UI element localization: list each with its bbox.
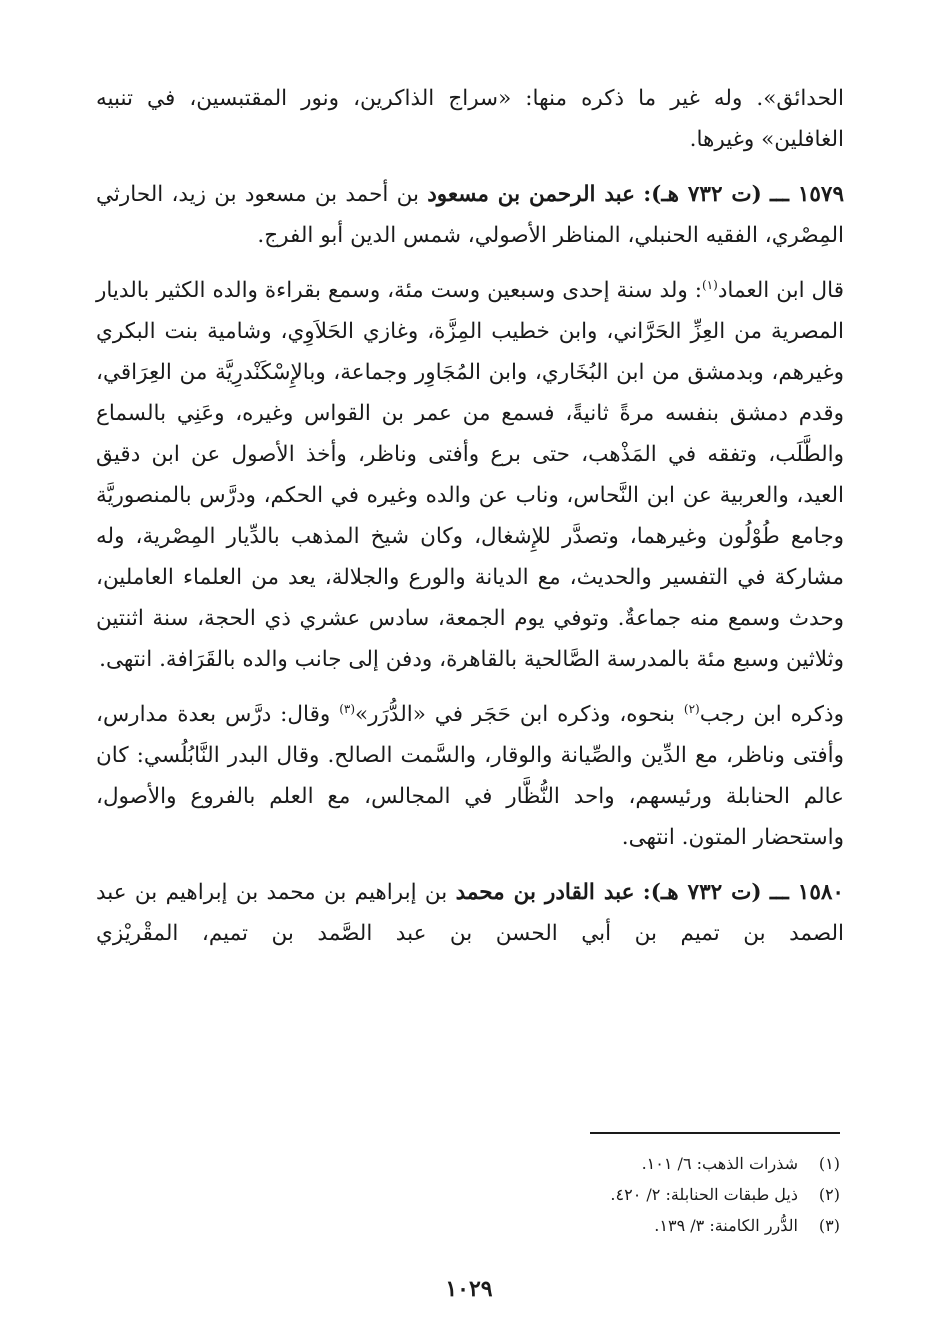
paragraph-text: وذكره ابن رجب <box>699 702 844 727</box>
entry-number: ١٥٨٠ ـــ <box>769 880 844 905</box>
paragraph-text: : ولد سنة إحدى وسبعين وست مئة، وسمع بقراءة والده الكثير بالديار المصرية من العِزِّ الحَرَّاني، وابن خطيب المِزَّة، وغازي الحَلاَوِي، وشامية بنت البكري وغيرهم، وبدمشق من ابن البُخَاري، وابن المُجَاوِر وجماعة، وبالإِسْكَنْدرِيَّة من العِرَاقي، وقدم دمشق بنفسه مرةً ثانيةً، فسمع من عمر بن القواس وغيره، وعَنِي بالسماع والطَّلَب، وتفقه في المَذْهب، حتى برع وأفتى وناظر، وأخذ الأصول عن ابن دقيق العيد، والعربية عن ابن النَّحاس، وناب عن والده وغيره في الحكم، ودرَّس بالمنصوريَّة وجامع طُوْلُون وغيرهما، وتصدَّر للإِشغال، وكان شيخ المذهب بالدِّيار المِصْرية، وله مشاركة في التفسير والحديث، مع الديانة والورع والجلالة، يعد من العلماء العاملين، وحدث وسمع منه جماعةٌ. وتوفي يوم الجمعة، سادس عشري ذي الحجة، سنة اثنتين وثلاثين وسبع مئة بالمدرسة الصَّالحية بالقاهرة، ودفن إلى جانب والده بالقَرَافة. انتهى. <box>96 278 844 672</box>
entry-name: عبد الرحمن بن مسعود <box>427 182 635 207</box>
footnote-mark: (١) <box>818 1154 840 1173</box>
entry-text: بن أحمد بن مسعود بن زيد، الحارثي المِصْري، الفقيه الحنبلي، المناظر الأصولي، شمس الدين أبو الفرج. <box>96 182 844 248</box>
paragraph-ibn-al-imad <box>96 270 844 680</box>
footnote-divider <box>590 1132 840 1134</box>
paragraph-text: وقال: درَّس بعدة مدارس، وأفتى وناظر، مع الدِّين والصِّيانة والوقار، والسَّمت الصالح. وقال البدر النَّابُلُسي: كان عالم الحنابلة ورئيسهم، واحد النُّظَّار في المجالس، مع العلم بالفروع والأصول، واستحضار المتون. انتهى. <box>96 702 844 850</box>
entry-death-date: (ت ٧٣٢ هـ): <box>642 880 762 905</box>
paragraph-text: قال ابن العماد <box>717 278 844 303</box>
footnote-item <box>440 1179 840 1210</box>
footnote-reference: (٣) <box>339 701 356 716</box>
page-body <box>96 78 844 968</box>
paragraph-ibn-rajab <box>96 694 844 858</box>
footnote-mark: (٢) <box>818 1185 840 1204</box>
entry-name: عبد القادر بن محمد <box>455 880 635 905</box>
footnote-reference: (١) <box>701 277 718 292</box>
footnote-text: ذيل طبقات الحنابلة: ٢/ ٤٢٠. <box>610 1185 798 1204</box>
entry-1579 <box>96 174 844 256</box>
paragraph-text: بنحوه، وذكره ابن حَجَر في «الدُّرَر» <box>355 702 684 727</box>
footnotes <box>440 1148 840 1241</box>
footnote-text: الدُّرر الكامنة: ٣/ ١٣٩. <box>654 1216 798 1235</box>
entry-1580 <box>96 872 844 954</box>
footnote-item <box>440 1148 840 1179</box>
paragraph-continuation: الحدائق». وله غير ما ذكره منها: «سراج الذاكرين، ونور المقتبسين، في تنبيه الغافلين» وغيرها. <box>96 86 844 152</box>
page-number: ١٠٢٩ <box>445 1276 493 1302</box>
footnote-text: شذرات الذهب: ٦/ ١٠١. <box>641 1154 798 1173</box>
footnote-item <box>440 1210 840 1241</box>
footnote-mark: (٣) <box>818 1216 840 1235</box>
entry-text: بن إبراهيم بن محمد بن إبراهيم بن عبد الصمد بن تميم بن أبي الحسن بن عبد الصَّمد بن تميم، المقْريْزي <box>96 880 844 946</box>
footnote-reference: (٢) <box>683 701 700 716</box>
entry-number: ١٥٧٩ ـــ <box>770 182 845 207</box>
entry-death-date: (ت ٧٣٢ هـ): <box>643 182 762 207</box>
